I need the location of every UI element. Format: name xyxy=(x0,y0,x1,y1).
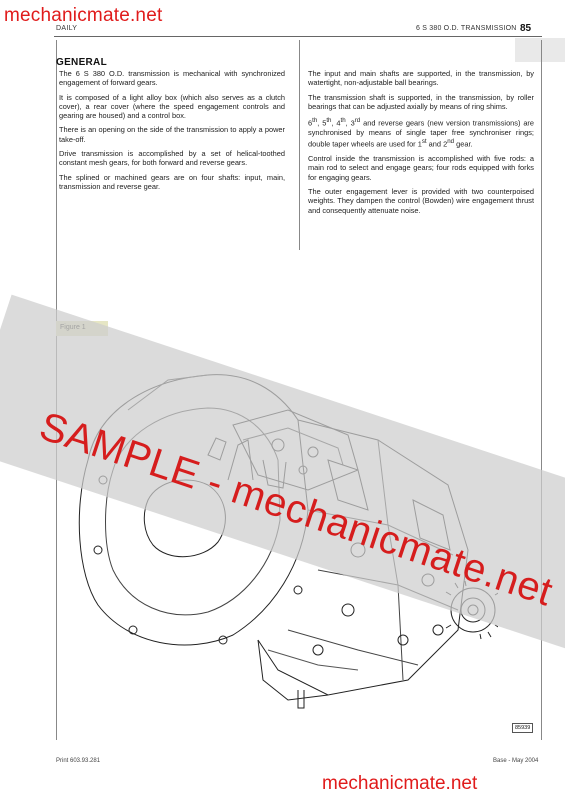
paragraph: Control inside the transmission is accomplished with five rods: a main rod to select and engage gears; four rods equipped with forks for engaging gears. xyxy=(308,154,534,182)
gear-synchroniser-paragraph: 6th, 5th, 4th, 3rd and reverse gears (new version transmissions) are synchronised by means of single taper free synchroniser rings; double taper wheels are used for 1st and 2nd gear. xyxy=(308,117,535,149)
paragraph: It is composed of a light alloy box (which also serves as a clutch cover), a rear cover (where the speed engagement controls and gearing are housed) and a control box. xyxy=(59,92,285,121)
sample-watermark: SAMPLE - mechanicmate.net xyxy=(34,404,559,615)
figure-number: 85939 xyxy=(512,723,533,733)
header-daily: DAILY xyxy=(56,25,78,32)
paragraph: There is an opening on the side of the transmission to apply a power take-off. xyxy=(59,125,285,144)
paragraph: The input and main shafts are supported, in the transmission, by watertight, non-adjustable ball bearings. xyxy=(308,69,534,88)
paragraph: The 6 S 380 O.D. transmission is mechanical with synchronized engagement of forward gears. xyxy=(59,69,285,88)
paragraph: The splined or machined gears are on four shafts: input, main, transmission and reverse gear. xyxy=(59,172,285,191)
paragraph: The outer engagement lever is provided with two counterpoised weights. They dampen the control (Bowden) wire engagement thrust and consequently attenuate noise. xyxy=(308,186,534,215)
column-rule-middle xyxy=(299,40,300,250)
footer-base: Base - May 2004 xyxy=(493,758,539,764)
watermark-bottom: mechanicmate.net xyxy=(322,773,478,794)
right-column xyxy=(308,69,534,220)
left-column xyxy=(59,69,285,196)
paragraph: The transmission shaft is supported, in the transmission, by roller bearings that can be adjusted axially by means of ring shims. xyxy=(308,92,534,111)
header-title: 6 S 380 O.D. TRANSMISSION xyxy=(416,25,517,32)
footer-print: Print 603.93.281 xyxy=(56,758,101,764)
section-heading: GENERAL xyxy=(56,57,107,68)
watermark-top: mechanicmate.net xyxy=(4,5,163,26)
paragraph: Drive transmission is accomplished by a set of helical-toothed constant mesh gears, for both forward and reverse gears. xyxy=(59,149,285,168)
page-number: 85 xyxy=(520,23,532,34)
corner-band xyxy=(515,38,565,62)
header-rule xyxy=(54,36,542,37)
